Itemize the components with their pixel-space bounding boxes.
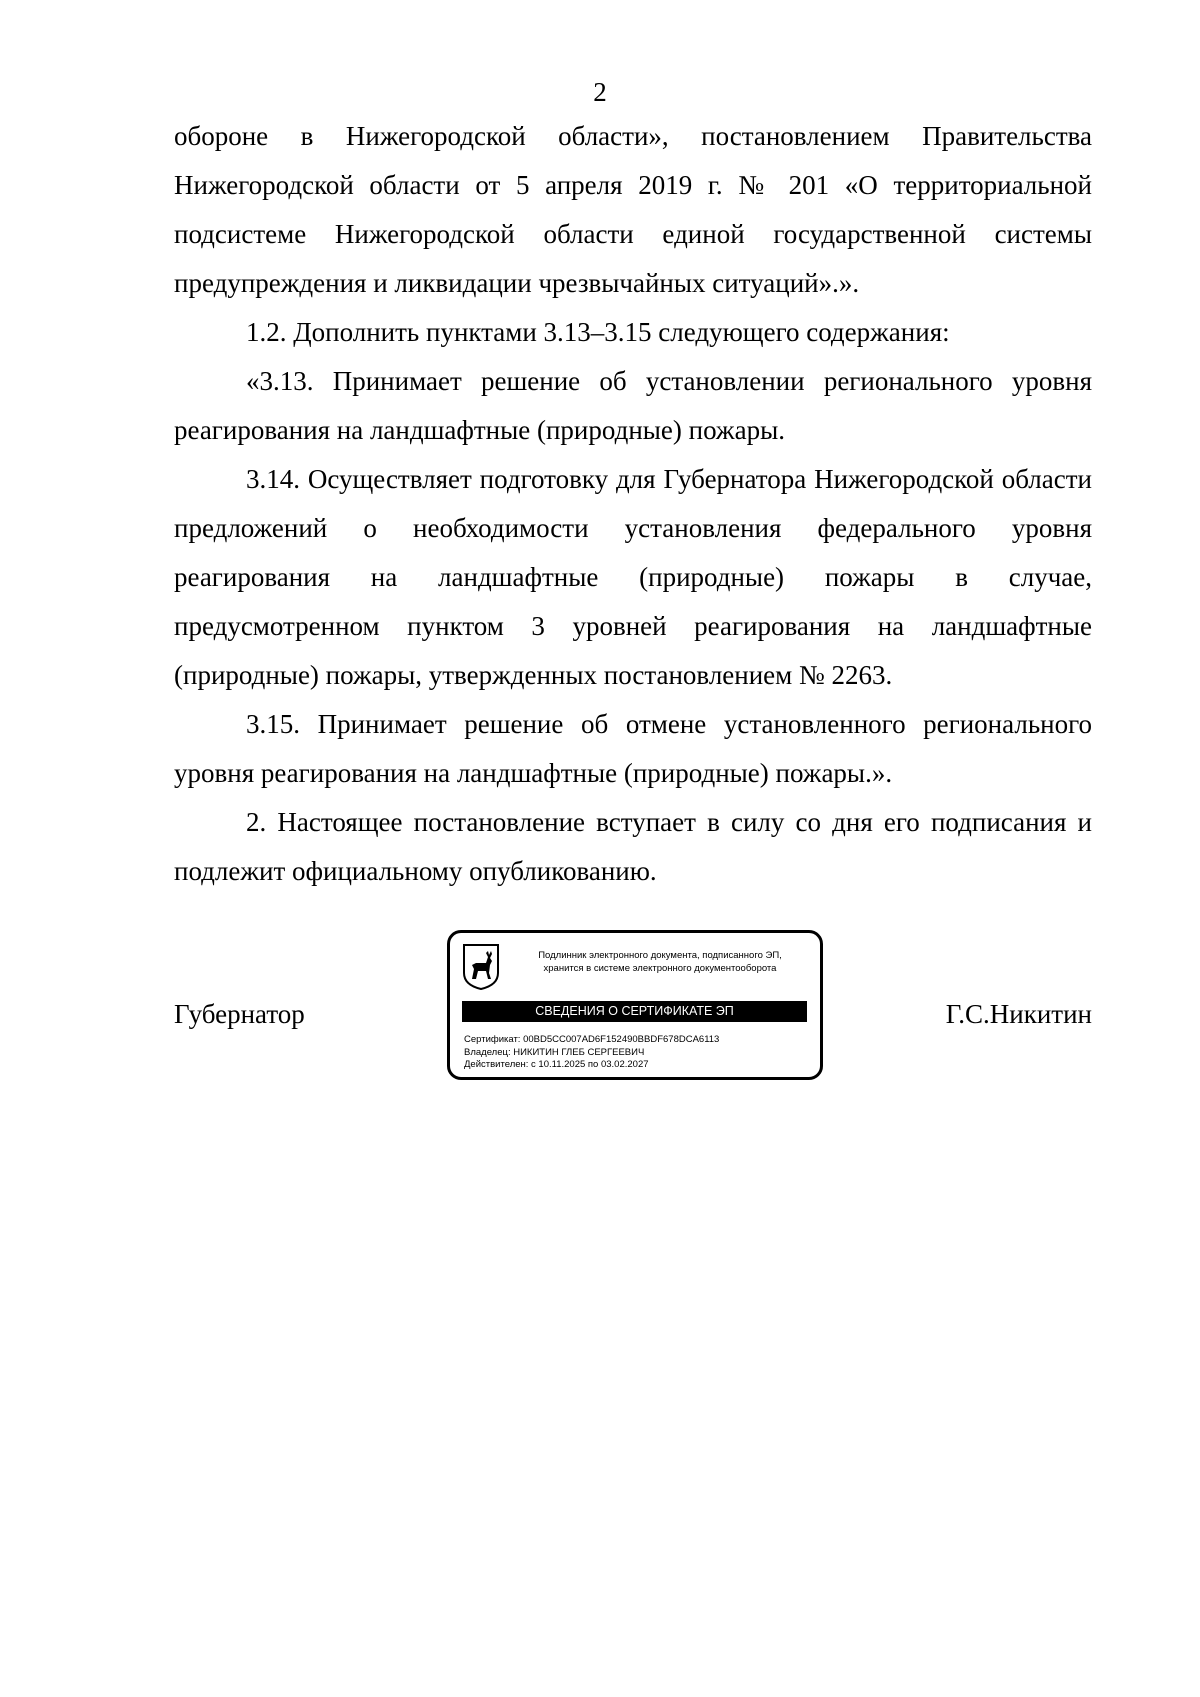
page-number: 2 [593,77,607,107]
signatory-name: Г.С.Никитин [945,999,1092,1029]
paragraph-item-2: 2. Настоящее постановление вступает в силу со дня его подписания и подлежит официальному опубликованию. [174,807,1092,886]
electronic-signature-stamp [447,930,823,1080]
stamp-note-line-1: Подлинник электронного документа, подписанного ЭП, [538,950,782,961]
paragraph-item-1-2: 1.2. Дополнить пунктами 3.13–3.15 следующего содержания: [246,317,950,347]
stamp-note-line-2: хранится в системе электронного документооборота [543,963,777,974]
paragraph-item-3-13: «3.13. Принимает решение об установлении регионального уровня реагирования на ландшафтные (природные) пожары. [174,366,1092,445]
certificate-number: Сертификат: 00BD5CC007AD6F152490BBDF678DCA6113 [464,1034,720,1045]
document-body [174,112,1092,896]
certificate-validity: Действителен: с 10.11.2025 по 03.02.2027 [464,1059,649,1070]
signature-block [174,930,1092,1120]
certificate-details [464,1034,719,1072]
paragraph-item-3-14: 3.14. Осуществляет подготовку для Губернатора Нижегородской области предложений о необходимости установления федерального уровня реагирования на ландшафтные (природные) пожары в случае, предусмотренном пунктом 3 уровней реагирования на ландшафтные (природные) пожары, утвержденных постановлением № 2263. [174,464,1092,690]
stamp-header: СВЕДЕНИЯ О СЕРТИФИКАТЕ ЭП [462,1001,807,1022]
signatory-title: Губернатор [174,999,305,1029]
paragraph-continuation: обороне в Нижегородской области», постановлением Правительства Нижегородской области от 5 апреля 2019 г. № 201 «О территориальной подсистеме Нижегородской области единой государственной системы предупреждения и ликвидации чрезвычайных ситуаций».». [174,121,1092,298]
paragraph-item-3-15: 3.15. Принимает решение об отмене установленного регионального уровня реагирования на ландшафтные (природные) пожары.». [174,709,1092,788]
stamp-note [510,949,810,975]
certificate-owner: Владелец: НИКИТИН ГЛЕБ СЕРГЕЕВИЧ [464,1046,645,1058]
coat-of-arms-icon [462,943,500,991]
